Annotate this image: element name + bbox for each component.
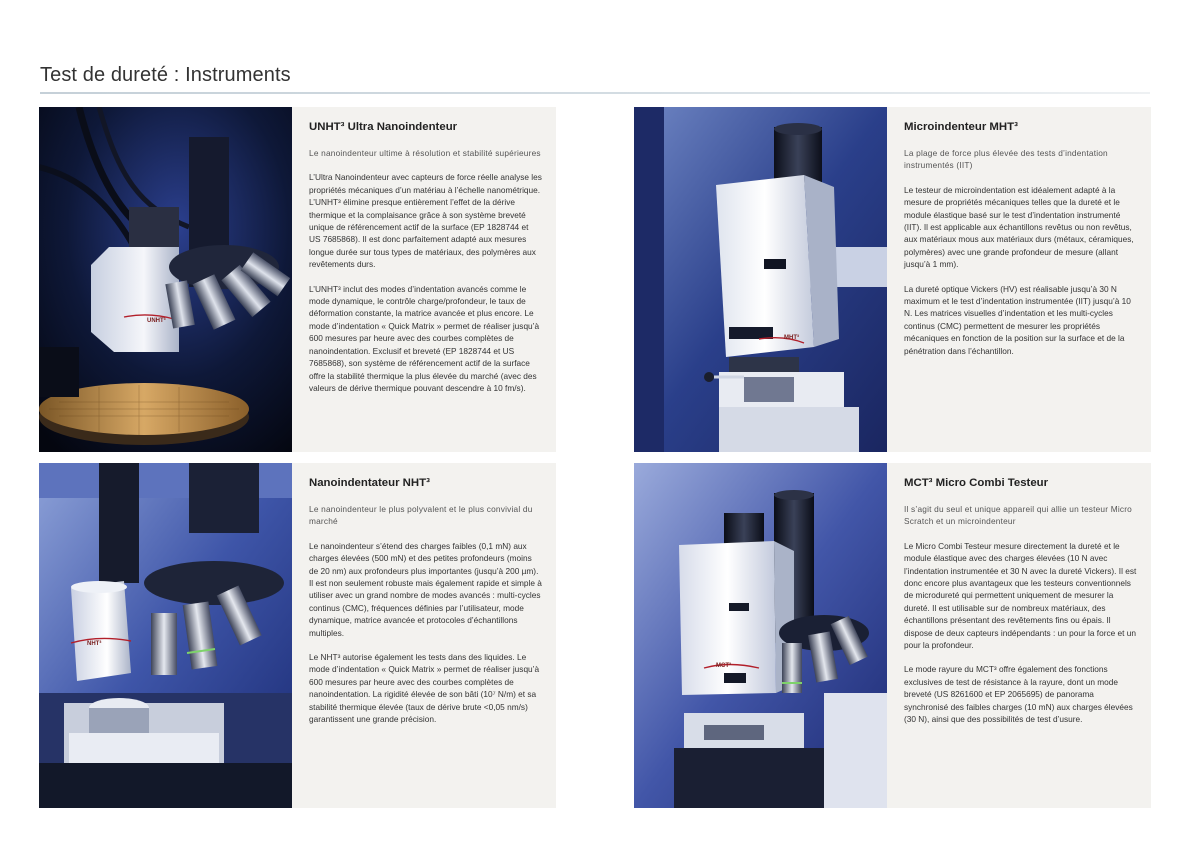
mct3-photo — [634, 463, 887, 808]
instrument-card-nht3 — [39, 463, 556, 808]
mct3-paragraph-2: Le mode rayure du MCT³ offre également des fonctions exclusives de test de résistance à la rayure, dont un mode breveté (US 8261600 et EP 2065695) de panorama synchronisé des faibles charges (10 mN) aux charges élevées (30 N), ainsi que des possibilités de test d’usure. — [904, 664, 1133, 725]
mct3-device-label: MCT³ — [716, 663, 731, 669]
nht3-text — [292, 463, 556, 808]
instrument-card-mct3 — [634, 463, 1151, 808]
mht3-title: Microindenteur MHT³ — [904, 121, 1018, 133]
unht3-lead: Le nanoindenteur ultime à résolution et stabilité supérieures — [309, 148, 541, 158]
mht3-paragraph-1: Le testeur de microindentation est idéalement adapté à la mesure de propriétés mécaniques telles que la dureté et le module élastique basé sur le test d’indentation instrumenté (IIT). Il est applicable aux échantillons revêtus ou non revêtus, aux matériaux mous aux matériaux durs (métaux, céramiques, polymères) avec une grande profondeur de mesure (allant jusqu’à 1 mm). — [904, 184, 1134, 270]
unht3-title: UNHT³ Ultra Nanoindenteur — [309, 121, 458, 133]
nht3-photo — [39, 463, 292, 808]
nht3-paragraph-2: Le NHT³ autorise également les tests dans des liquides. Le mode d’indentation « Quick Matrix » permet de réaliser jusqu’à 600 mesures par heure avec des courbes complètes de nanoindentation. La rigidité élevée de son bâti (10⁷ N/m) et sa stabilité thermique élevée (taux de dérive brute <0,05 nm/s) garantissent une grande précision. — [309, 652, 540, 725]
nht3-title: Nanoindentateur NHT³ — [309, 477, 430, 489]
unht3-paragraph-2: L’UNHT³ inclut des modes d’indentation avancés comme le mode dynamique, le contrôle charge/profondeur, le taux de déformation constante, la matrice avancée et plus encore. Le mode d’indentation « Quick Matrix » permet de réaliser jusqu’à 600 mesures par heure avec des courbes complètes de nanoindentation. Exclusif et breveté (EP 1828744 et US 7685868), son système de référencement actif de la surface offre la stabilité thermique la plus élevée du marché (avec des valeurs de dérive thermique pouvant descendre à 10 fm/s). — [309, 283, 540, 393]
mct3-paragraph-1: Le Micro Combi Testeur mesure directement la dureté et le module élastique avec des charges élevées (10 N avec l’indentation instrumentée et 30 N avec la dureté Vickers). Il est donc encore plus avantageux que les testeurs conventionnels de microdureté qui permettent uniquement de mesurer la dureté. Il est utilisable sur de nombreux matériaux, des échantillons présentant des revêtements fins ou épais. Il dispose de deux capteurs indépendants : un pour la force et un pour la profondeur. — [904, 540, 1137, 651]
nht3-device-label: NHT³ — [87, 641, 102, 647]
unht3-paragraph-1: L’Ultra Nanoindenteur avec capteurs de force réelle analyse les propriétés mécaniques d’un matériau à l’échelle nanométrique. L’UNHT³ élimine presque entièrement l’effet de la dérive thermique et la complaisance grâce à son système breveté unique de référencement actif de la surface (EP 1828744 et US 7685868). Il est donc parfaitement adapté aux mesures longue durée sur tous types de matériaux, des polymères aux revêtements durs. — [309, 172, 542, 270]
page-title: Test de dureté : Instruments — [40, 64, 291, 86]
unht3-photo — [39, 107, 292, 452]
unht3-device-label: UNHT³ — [147, 318, 166, 324]
mht3-paragraph-2: La dureté optique Vickers (HV) est réalisable jusqu’à 30 N maximum et le test d’indentation instrumentée (IIT) jusqu’à 10 N. Les matrices visuelles d’indentation et les multi-cycles continus (CMC) permettent de mesurer les propriétés mécaniques en fonction de la position sur la surface et de la pénétration dans l’échantillon. — [904, 283, 1131, 356]
instrument-card-unht3 — [39, 107, 556, 452]
unht3-text — [292, 107, 556, 452]
instrument-card-mht3 — [634, 107, 1151, 452]
mht3-photo — [634, 107, 887, 452]
nht3-paragraph-1: Le nanoindenteur s’étend des charges faibles (0,1 mN) aux charges élevées (500 mN) et des petites profondeurs (moins de 20 nm) aux profondeurs plus importantes (jusqu’à 200 µm). Il est non seulement robuste mais également rapide et simple à utiliser avec un grand nombre de modes avancés : multi-cycles continus (CMC), fréquences définies par l’utilisateur, mode dynamique, matrice avancée et protocoles d’échantillons multiples. — [309, 540, 542, 638]
title-rule — [40, 92, 1150, 94]
nht3-lead: Le nanoindenteur le plus polyvalent et le plus convivial du marché — [309, 504, 533, 527]
mct3-title: MCT³ Micro Combi Testeur — [904, 477, 1049, 489]
mct3-lead: Il s’agit du seul et unique appareil qui allie un testeur Micro Scratch et un microindenteur — [904, 504, 1132, 527]
mht3-lead: La plage de force plus élevée des tests d’indentation instrumentés (IIT) — [904, 148, 1108, 171]
mht3-text — [887, 107, 1151, 452]
mht3-device-label: MHT³ — [784, 335, 799, 341]
mct3-text — [887, 463, 1151, 808]
